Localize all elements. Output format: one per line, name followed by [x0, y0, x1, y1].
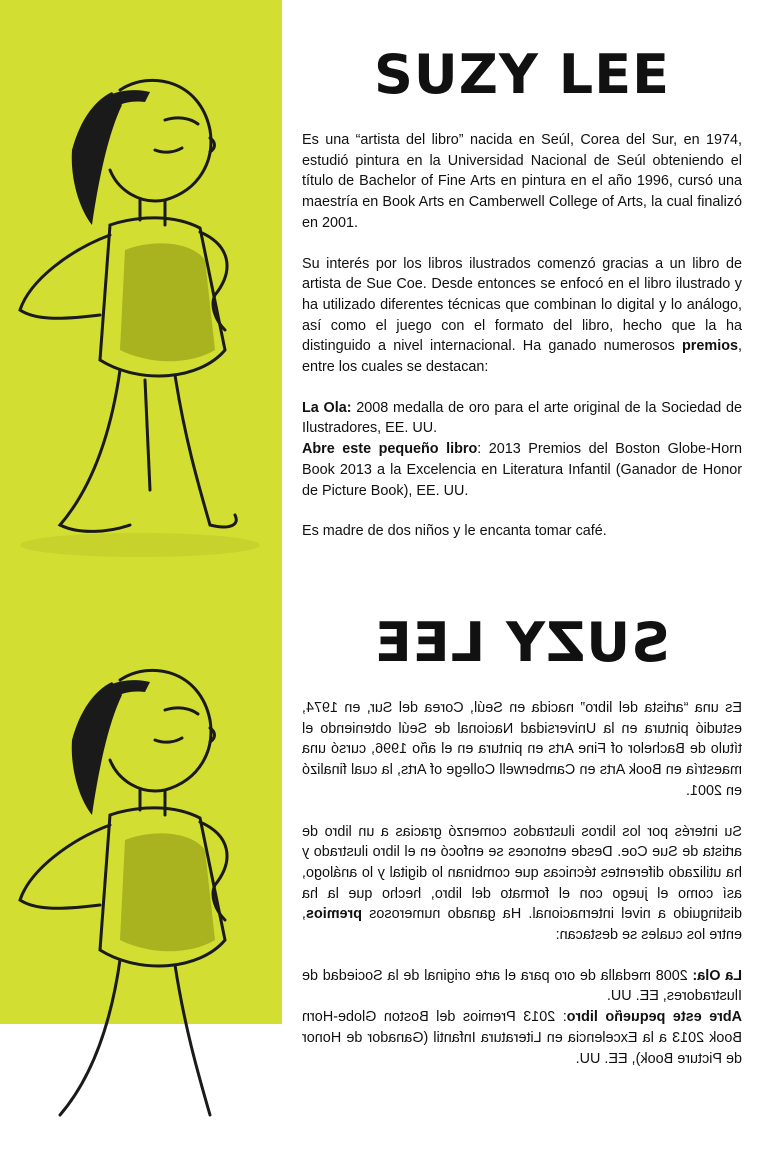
page-title: SUZY LEE — [374, 43, 670, 106]
mirrored-bio-paragraph: Es una “artista del libro” nacida en Seúl, Corea del Sur, en 1974, estudió pintura en la Universidad Nacional de Seúl obteniendo el título de Bachelor of Fine Arts en pintura en el año 1996, cursó una maestría en Book Arts en Camberwell College of Arts, la cual finalizó en 2001. — [302, 700, 742, 799]
girl-illustration-top — [0, 20, 282, 560]
bio-panel — [302, 40, 742, 562]
mirrored-bio-panel — [302, 608, 742, 1069]
bio-paragraph: Es una “artista del libro” nacida en Seúl, Corea del Sur, en 1974, estudió pintura en la Universidad Nacional de Seúl obteniendo el título de Bachelor of Fine Arts en pintura en el año 1996, cursó una maestría en Book Arts en Camberwell College of Arts, la cual finalizó en 2001. — [302, 132, 742, 231]
premios-bold: premios — [682, 338, 738, 355]
closing-paragraph: Es madre de dos niños y le encanta tomar café. — [302, 523, 607, 540]
award-item: Abre este pequeño libro: 2013 Premios del Boston Globe-Horn Book 2013 a la Excelencia en Literatura Infantil (Ganador de Honor de Picture Book), EE. UU. — [302, 441, 742, 499]
award-item: La Ola: 2008 medalla de oro para el arte original de la Sociedad de Ilustradores, EE. UU. — [302, 399, 742, 437]
interest-paragraph: Su interés por los libros ilustrados comenzó gracias a un libro de artista de Sue Coe. Desde entonces se enfocó en el libro ilustrado y ha utilizado diferentes técnicas que combinan lo digital y lo análogo, así como el juego con el formato del libro, hecho que la ha distinguido a nivel internacional. Ha ganado numerosos premios, entre los cuales se destacan: — [302, 255, 742, 376]
mirrored-award-item: La Ola: 2008 medalla de oro para el arte original de la Sociedad de Ilustradores, EE. UU. — [302, 967, 742, 1005]
mirrored-award-item: Abre este pequeño libro: 2013 Premios del Boston Globe-Horn Book 2013 a la Excelencia en Literatura Infantil (Ganador de Honor de Picture Book), EE. UU. — [302, 1009, 742, 1067]
mirrored-title: SUZY LEE — [374, 611, 670, 674]
girl-illustration-bottom — [0, 610, 282, 1150]
mirrored-interest-paragraph: Su interés por los libros ilustrados comenzó gracias a un libro de artista de Sue Coe. Desde entonces se enfocó en el libro ilustrado y ha utilizado diferentes técnicas que combinan lo digital y lo análogo, así como el juego con el formato del libro, hecho que la ha distinguido a nivel internacional. Ha ganado numerosos premios, entre los cuales se destacan: — [302, 823, 742, 944]
award-name: La Ola: — [302, 399, 352, 416]
award-name: Abre este pequeño libro — [302, 441, 478, 458]
